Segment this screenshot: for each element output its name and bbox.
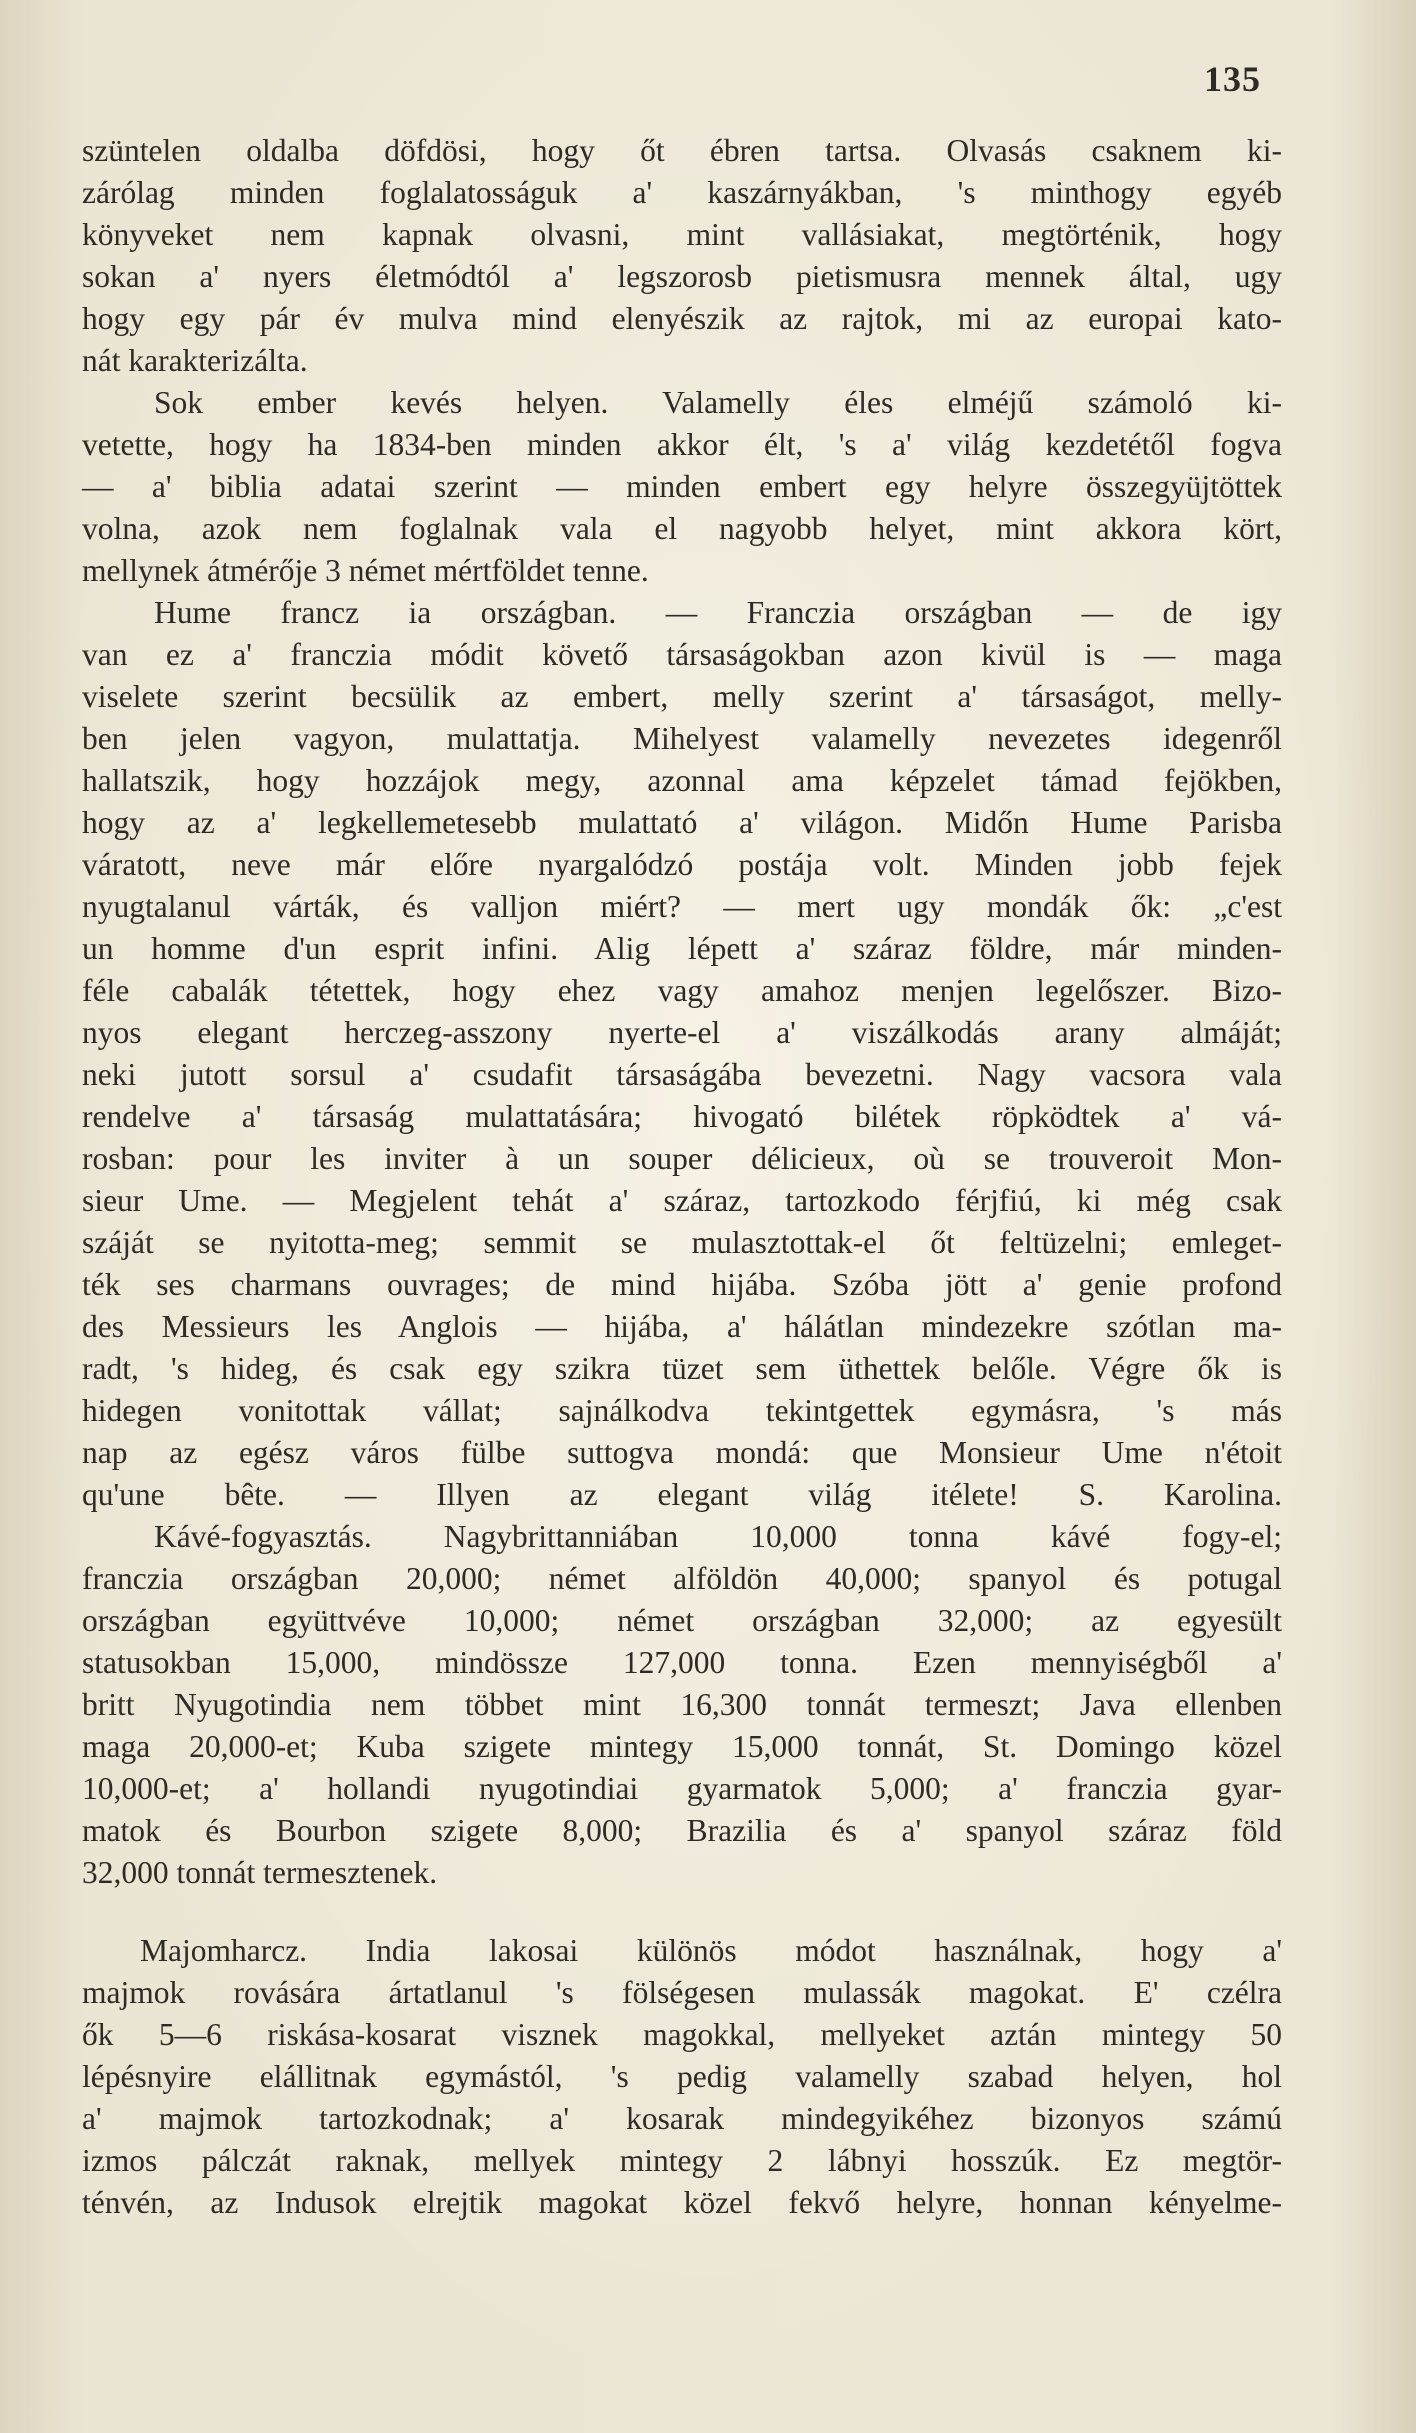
text-line: a' majmok tartozkodnak; a' kosarak mindegyikéhez bizonyos számú: [82, 2101, 1282, 2136]
section-heading-line: Hume francz ia országban. — Franczia országban — de igy: [154, 595, 1282, 630]
text-line: nap az egész város fülbe suttogva mondá: que Monsieur Ume n'étoit: [82, 1435, 1282, 1470]
text-line: statusokban 15,000, mindössze 127,000 tonna. Ezen mennyiségből a': [82, 1645, 1282, 1680]
section-heading-line: Kávé-fogyasztás. Nagybrittanniában 10,000 tonna kávé fogy-el;: [154, 1519, 1282, 1554]
text-line: száját se nyitotta-meg; semmit se mulasztottak-el őt feltüzelni; emleget-: [82, 1225, 1282, 1260]
text-line: 10,000-et; a' hollandi nyugotindiai gyarmatok 5,000; a' franczia gyar-: [82, 1771, 1282, 1806]
text-line: un homme d'un esprit infini. Alig lépett a' száraz földre, már minden-: [82, 931, 1282, 966]
text-line: hogy az a' legkellemetesebb mulattató a' világon. Midőn Hume Parisba: [82, 805, 1282, 840]
text-line: sokan a' nyers életmódtól a' legszorosb pietismusra mennek által, ugy: [82, 259, 1282, 294]
text-line: mellynek átmérője 3 német mértföldet tenne.: [82, 553, 649, 588]
text-line: hidegen vonitottak vállat; sajnálkodva tekintgettek egymásra, 's más: [82, 1393, 1282, 1428]
text-line: nyos elegant herczeg-asszony nyerte-el a' viszálkodás arany almáját;: [82, 1015, 1282, 1050]
text-line: ők 5—6 riskása-kosarat visznek magokkal, mellyeket aztán mintegy 50: [82, 2017, 1282, 2052]
text-line: viselete szerint becsülik az embert, melly szerint a' társaságot, melly-: [82, 679, 1282, 714]
text-line: — a' biblia adatai szerint — minden embert egy helyre összegyüjtöttek: [82, 469, 1282, 504]
text-line: majmok rovására ártatlanul 's fölségesen mulassák magokat. E' czélra: [82, 1975, 1282, 2010]
text-line: vetette, hogy ha 1834-ben minden akkor élt, 's a' világ kezdetétől fogva: [82, 427, 1282, 462]
text-line: rosban: pour les inviter à un souper délicieux, où se trouveroit Mon-: [82, 1141, 1282, 1176]
text-line: sieur Ume. — Megjelent tehát a' száraz, tartozkodo férjfiú, ki még csak: [82, 1183, 1282, 1218]
body-text: [82, 130, 1282, 2224]
text-line: des Messieurs les Anglois — hijába, a' hálátlan mindezekre szótlan ma-: [82, 1309, 1282, 1344]
text-line: féle cabalák tétettek, hogy ehez vagy amahoz menjen legelőszer. Bizo-: [82, 973, 1282, 1008]
text-line: nyugtalanul várták, és valljon miért? — mert ugy mondák ők: „c'est: [82, 889, 1282, 924]
text-line: neki jutott sorsul a' csudafit társaságába bevezetni. Nagy vacsora vala: [82, 1057, 1282, 1092]
text-line: váratott, neve már előre nyargalódzó postája volt. Minden jobb fejek: [82, 847, 1282, 882]
text-line: ték ses charmans ouvrages; de mind hijába. Szóba jött a' genie profond: [82, 1267, 1282, 1302]
text-line: ben jelen vagyon, mulattatja. Mihelyest valamelly nevezetes idegenről: [82, 721, 1282, 756]
text-line: könyveket nem kapnak olvasni, mint vallásiakat, megtörténik, hogy: [82, 217, 1282, 252]
section-heading-line: Sok ember kevés helyen. Valamelly éles elméjű számoló ki-: [154, 385, 1282, 420]
text-line: britt Nyugotindia nem többet mint 16,300 tonnát termeszt; Java ellenben: [82, 1687, 1282, 1722]
text-line: radt, 's hideg, és csak egy szikra tüzet sem üthettek belőle. Végre ők is: [82, 1351, 1282, 1386]
text-line: van ez a' franczia módit követő társaságokban azon kivül is — maga: [82, 637, 1282, 672]
text-line: országban együttvéve 10,000; német országban 32,000; az egyesült: [82, 1603, 1282, 1638]
text-line: rendelve a' társaság mulattatására; hivogató bilétek röpködtek a' vá-: [82, 1099, 1282, 1134]
text-line: zárólag minden foglalatosságuk a' kaszárnyákban, 's minthogy egyéb: [82, 175, 1282, 210]
text-line: lépésnyire elállitnak egymástól, 's pedig valamelly szabad helyen, hol: [82, 2059, 1282, 2094]
text-line: szüntelen oldalba döfdösi, hogy őt ébren tartsa. Olvasás csaknem ki-: [82, 133, 1282, 168]
text-line: matok és Bourbon szigete 8,000; Brazilia és a' spanyol száraz föld: [82, 1813, 1282, 1848]
text-line: qu'une bête. — Illyen az elegant világ itélete! S. Karolina.: [82, 1477, 1282, 1512]
text-line: nát karakterizálta.: [82, 343, 308, 378]
text-line: volna, azok nem foglalnak vala el nagyobb helyet, mint akkora kört,: [82, 511, 1282, 546]
text-line: ténvén, az Indusok elrejtik magokat közel fekvő helyre, honnan kényelme-: [82, 2185, 1282, 2220]
text-line: hogy egy pár év mulva mind elenyészik az rajtok, mi az europai kato-: [82, 301, 1282, 336]
text-line: maga 20,000-et; Kuba szigete mintegy 15,000 tonnát, St. Domingo közel: [82, 1729, 1282, 1764]
section-heading-line: Majomharcz. India lakosai különös módot használnak, hogy a': [140, 1933, 1282, 1968]
text-line: hallatszik, hogy hozzájok megy, azonnal ama képzelet támad fejökben,: [82, 763, 1282, 798]
text-line: izmos pálczát raknak, mellyek mintegy 2 lábnyi hosszúk. Ez megtör-: [82, 2143, 1282, 2178]
text-line: 32,000 tonnát termesztenek.: [82, 1855, 438, 1890]
page-number: 135: [1204, 59, 1261, 99]
text-line: franczia országban 20,000; német alföldön 40,000; spanyol és potugal: [82, 1561, 1282, 1596]
